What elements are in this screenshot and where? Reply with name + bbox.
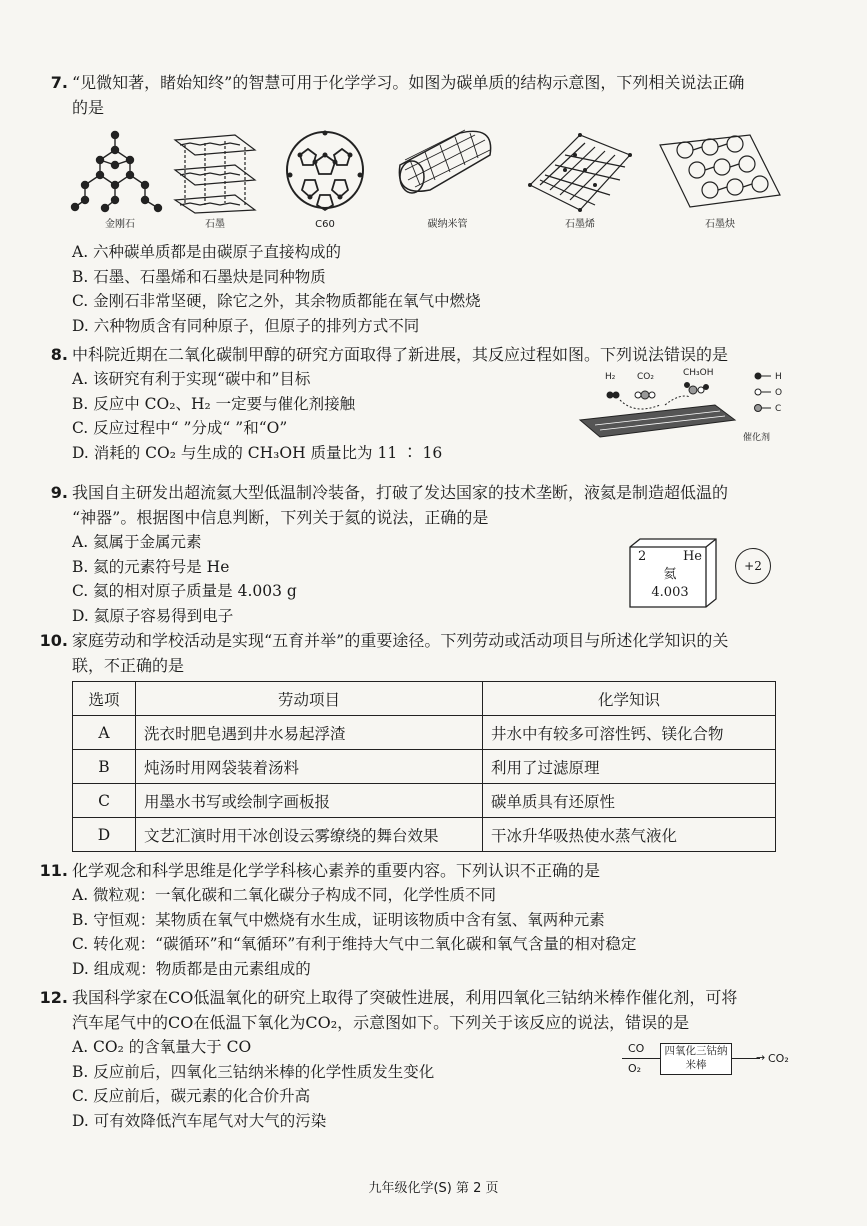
question-number: 11. [39,861,68,880]
table-row [73,750,776,784]
catalyst-box: 四氧化三钴纳米棒 [660,1043,732,1075]
option-d: D. 消耗的 CO₂ 与生成的 CH₃OH 质量比为 11 ∶ 16 [72,443,443,462]
legend-c-label: C [775,404,782,414]
option-c: C. 反应过程中“ ”分成“ ”和“O” [72,419,288,437]
option-d: D. 氦原子容易得到电子 [72,606,234,625]
structure-caption: 石墨 [205,219,225,230]
table-cell: 利用了过滤原理 [483,750,776,784]
nanotube-icon [390,125,505,215]
table-cell: B [73,750,136,784]
option-b: B. 氦的元素符号是 He [72,557,230,576]
input-o2: O₂ [628,1062,642,1075]
reaction-process-figure [575,365,790,450]
question-stem: 联，不正确的是 [72,656,185,675]
table-cell: 干冰升华吸热使水蒸气液化 [483,818,776,852]
option-b: B. 反应中 CO₂、H₂ 一定要与催化剂接触 [72,394,356,413]
option-b: B. 守恒观：某物质在氧气中燃烧有水生成，证明该物质中含有氢、氧两种元素 [72,910,605,929]
table-cell: D [73,818,136,852]
question-number: 10. [39,631,68,650]
graphene-structure [520,125,640,231]
table-row [73,716,776,750]
question-stem: 化学观念和科学思维是化学学科核心素养的重要内容。下列认识不正确的是 [72,861,601,880]
table-cell: 洗衣时肥皂遇到井水易起浮渣 [136,716,483,750]
question-10 [39,628,792,678]
element-symbol: He [682,549,702,564]
question-stem: “见微知著，睹始知终”的智慧可用于化学学习。如图为碳单质的结构示意图，下列相关说法正确 [72,73,745,92]
structure-caption: 金刚石 [105,219,135,230]
page-footer: 九年级化学(S) 第 2 页 [368,1181,499,1196]
option-b: B. 石墨、石墨烯和石墨炔是同种物质 [72,267,326,286]
option-d: D. 六种物质含有同种原子，但原子的排列方式不同 [72,316,420,335]
legend-h-label: H [775,372,782,382]
question-7 [50,70,792,120]
element-name: 氦 [663,567,677,582]
question-11 [39,858,792,981]
c60-structure [280,125,370,231]
table-cell: 碳单质具有还原性 [483,784,776,818]
table-row [73,818,776,852]
output-co2: CO₂ [768,1052,789,1065]
carbon-structures-figure [70,125,790,240]
option-a: A. 微粒观：一氧化碳和二氧化碳分子构成不同，化学性质不同 [72,886,497,904]
co2-label: CO₂ [637,372,654,382]
graphyne-sheet-icon [655,125,785,215]
catalysis-diagram: CO O₂ 四氧化三钴纳米棒 → CO₂ [622,1040,792,1080]
table-header: 选项 [73,682,136,716]
fullerene-ball-icon [280,125,370,215]
element-card [628,537,718,609]
question-number: 12. [39,988,68,1007]
nucleus-charge: +2 [744,559,762,573]
atomic-mass: 4.003 [651,585,689,600]
table-cell: A [73,716,136,750]
table-cell: 文艺汇演时用干冰创设云雾缭绕的舞台效果 [136,818,483,852]
table-header: 化学知识 [483,682,776,716]
question-stem: 中科院近期在二氧化碳制甲醇的研究方面取得了新进展，其反应过程如图。下列说法错误的是 [72,345,729,364]
option-c: C. 转化观：“碳循环”和“氧循环”有利于维持大气中二氧化碳和氧气含量的相对稳定 [72,935,637,953]
question-stem: 家庭劳动和学校活动是实现“五育并举”的重要途径。下列劳动或活动项目与所述化学知识的关 [72,631,729,650]
ch3oh-label: CH₃OH [683,368,714,378]
legend-o-label: O [775,388,783,398]
option-c: C. 金刚石非常坚硬，除它之外，其余物质都能在氧气中燃烧 [72,292,481,310]
arrow-in-icon [652,1058,660,1059]
catalyst-label: 催化剂 [743,433,771,443]
question-stem: 汽车尾气中的CO在低温下氧化为CO₂，示意图如下。下列关于该反应的说法，错误的是 [72,1013,690,1032]
structure-caption: 石墨炔 [705,219,735,230]
table-header: 劳动项目 [136,682,483,716]
option-c: C. 反应前后，碳元素的化合价升高 [72,1087,311,1105]
table-header-row [73,682,776,716]
atomic-number: 2 [638,549,647,564]
option-a: A. 该研究有利于实现“碳中和”目标 [72,370,311,388]
question-stem: 我国自主研发出超流氦大型低温制冷装备，打破了发达国家的技术垄断，液氦是制造超低温的 [72,483,729,502]
diamond-lattice-icon [70,125,170,215]
graphene-sheet-icon [520,125,640,215]
option-a: A. 六种碳单质都是由碳原子直接构成的 [72,243,342,261]
graphite-layers-icon [170,125,260,215]
diamond-structure [70,125,170,231]
input-co: CO [628,1042,645,1055]
structure-caption: 石墨烯 [565,219,595,230]
graphite-structure [170,125,260,231]
option-c: C. 氦的相对原子质量是 4.003 g [72,582,297,600]
table-cell: 井水中有较多可溶性钙、镁化合物 [483,716,776,750]
table-cell: C [73,784,136,818]
option-d: D. 组成观：物质都是由元素组成的 [72,959,311,978]
nanotube-structure [390,125,505,231]
atom-diagram [735,548,771,584]
question-number: 9. [50,483,68,502]
question-stem: 我国科学家在CO低温氧化的研究上取得了突破性进展，利用四氧化三钴纳米棒作催化剂，可将 [72,988,738,1007]
question-7-options [72,240,792,338]
h2-label: H₂ [605,372,616,382]
table-row [73,784,776,818]
question-stem: 的是 [72,98,105,117]
structure-caption: C60 [315,219,335,230]
structure-caption: 碳纳米管 [427,219,468,230]
question-number: 7. [50,73,68,92]
option-a: A. CO₂ 的含氧量大于 CO [72,1038,252,1056]
table-cell: 用墨水书写或绘制字画板报 [136,784,483,818]
question-number: 8. [50,345,68,364]
question-10-table [72,681,776,852]
graphyne-structure [655,125,785,231]
question-stem: “神器”。根据图中信息判断，下列关于氦的说法，正确的是 [72,508,489,527]
option-d: D. 可有效降低汽车尾气对大气的污染 [72,1111,327,1130]
option-b: B. 反应前后，四氧化三钴纳米棒的化学性质发生变化 [72,1062,435,1081]
table-cell: 炖汤时用网袋装着汤料 [136,750,483,784]
option-a: A. 氦属于金属元素 [72,533,202,551]
